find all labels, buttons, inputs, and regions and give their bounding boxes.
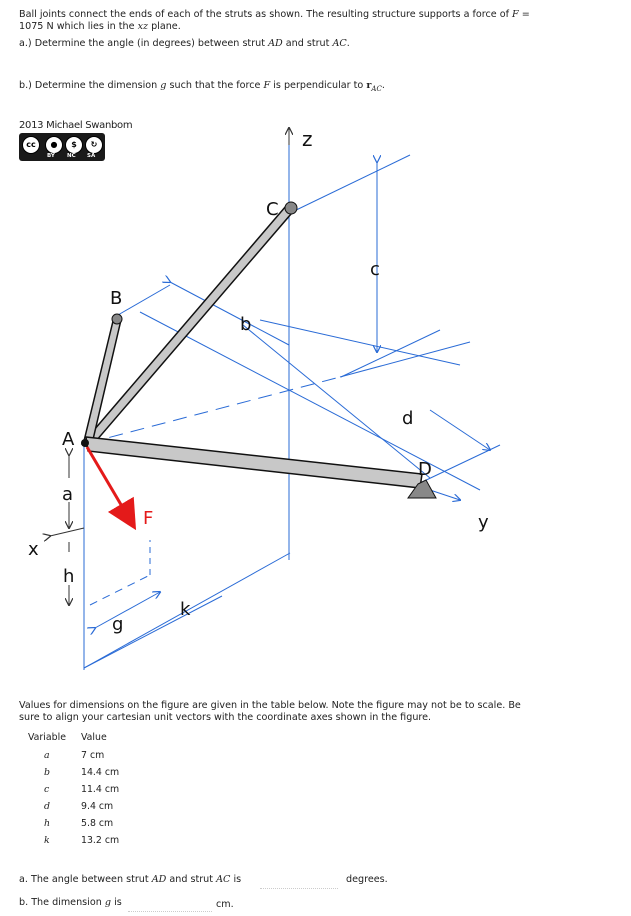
answer-b-is: is xyxy=(114,897,122,908)
label-g: g xyxy=(112,614,124,635)
part-b-text-2: such that the force xyxy=(169,80,261,91)
x-dim-line xyxy=(260,320,460,365)
force-symbol: F xyxy=(512,9,519,20)
label-z: z xyxy=(302,127,313,151)
table-val: 5.8 cm xyxy=(81,818,114,829)
label-k: k xyxy=(180,599,191,620)
answer-b-prefix: b. The dimension xyxy=(19,897,102,908)
b-dimension-line xyxy=(170,282,289,345)
table-val: 11.4 cm xyxy=(81,784,120,795)
b-ext-line xyxy=(118,285,170,315)
table-val: 9.4 cm xyxy=(81,801,114,812)
support-b xyxy=(112,314,122,324)
dim-line-c-bottom xyxy=(341,330,440,377)
part-a-and: and strut xyxy=(285,38,330,49)
k-line xyxy=(84,596,222,668)
part-b-question: b.) Determine the dimension g such that the force F is perpendicular to $r_{AC}$. xyxy=(19,80,385,93)
nc-icon: $ xyxy=(65,136,83,154)
answer-a-is: is xyxy=(233,874,242,885)
d-ext-line xyxy=(420,445,500,483)
r-vector-symbol: r xyxy=(366,80,372,91)
label-D: D xyxy=(418,459,432,480)
badge-sa-label: SA xyxy=(87,153,96,159)
dim-line-c-top xyxy=(290,155,410,213)
table-var: c xyxy=(44,784,50,795)
answer-a-unit: degrees. xyxy=(346,874,388,885)
x-axis-arrow xyxy=(50,528,84,536)
label-C: C xyxy=(266,199,279,220)
table-var: h xyxy=(44,818,51,829)
answer-a-prefix: a. The angle between strut xyxy=(19,874,149,885)
license-credit: 2013 Michael Swanbom xyxy=(19,120,133,131)
plane-word: plane. xyxy=(148,21,181,32)
equals-sign: = xyxy=(518,9,530,20)
cc-icon: cc xyxy=(22,136,40,154)
answer-b-input[interactable] xyxy=(128,893,212,912)
answer-a-ac: AC xyxy=(216,874,231,885)
force-arrow xyxy=(87,447,133,525)
f-symbol: F xyxy=(263,80,271,91)
answer-b-row xyxy=(19,897,122,909)
strut-ad-symbol: AD xyxy=(268,38,283,49)
g-dashed-1 xyxy=(90,575,150,605)
part-b-text-3: is perpendicular to xyxy=(273,80,364,91)
note-line-2: sure to align your cartesian unit vectors with the coordinate axes shown in the figure. xyxy=(19,712,432,723)
badge-nc-label: NC xyxy=(67,153,76,159)
table-val: 7 cm xyxy=(81,750,105,761)
table-var: k xyxy=(44,835,50,846)
answer-b-unit: cm. xyxy=(216,899,234,910)
answer-b-g: g xyxy=(104,897,111,908)
table-var: a xyxy=(44,750,50,761)
table-val: 14.4 cm xyxy=(81,767,120,778)
badge-by-label: BY xyxy=(47,153,55,159)
sa-icon: ↻ xyxy=(85,136,103,154)
label-c: c xyxy=(370,259,380,280)
dashed-line-a-mid xyxy=(88,377,340,443)
left-dimensions xyxy=(50,128,289,605)
support-c xyxy=(285,202,297,214)
table-header-value: Value xyxy=(81,732,107,743)
label-A: A xyxy=(62,429,75,450)
answer-a-row xyxy=(19,874,241,886)
problem-text-2: 1075 N which lies in the xyxy=(19,21,135,32)
joint-a xyxy=(81,439,89,447)
figure-labels xyxy=(28,127,489,635)
part-a-text: a.) Determine the angle (in degrees) between strut xyxy=(19,38,265,49)
plane-symbol: xz xyxy=(137,21,149,32)
by-icon: ● xyxy=(45,136,63,154)
part-a-question: a.) Determine the angle (in degrees) between strut AD and strut AC. xyxy=(19,38,350,49)
answer-a-and: and strut xyxy=(169,874,214,885)
label-a: a xyxy=(62,484,74,505)
label-F: F xyxy=(143,508,154,529)
g-symbol: g xyxy=(160,80,167,91)
answer-a-input[interactable] xyxy=(260,870,338,889)
table-val: 13.2 cm xyxy=(81,835,120,846)
label-y: y xyxy=(478,512,489,533)
answer-a-ad: AD xyxy=(151,874,167,885)
r-subscript: AC xyxy=(371,84,382,93)
d-dimension-arrow xyxy=(430,410,490,450)
table-var: b xyxy=(44,767,51,778)
label-b: b xyxy=(240,314,252,335)
problem-text-1: Ball joints connect the ends of each of the struts as shown. The resulting structure supports a force of xyxy=(19,9,509,20)
label-B: B xyxy=(110,288,123,309)
label-h: h xyxy=(63,566,75,587)
part-b-text: b.) Determine the dimension xyxy=(19,80,158,91)
table-header-variable: Variable xyxy=(28,732,66,743)
label-d: d xyxy=(402,408,414,429)
line-mid-right xyxy=(340,342,470,377)
note-line-1: Values for dimensions on the figure are given in the table below. Note the figure may not be to scale. Be xyxy=(19,700,521,711)
label-x: x xyxy=(28,539,39,560)
struts xyxy=(82,206,422,488)
strut-ac-symbol: AC xyxy=(332,38,347,49)
table-var: d xyxy=(44,801,51,812)
strut-ad xyxy=(86,437,422,488)
